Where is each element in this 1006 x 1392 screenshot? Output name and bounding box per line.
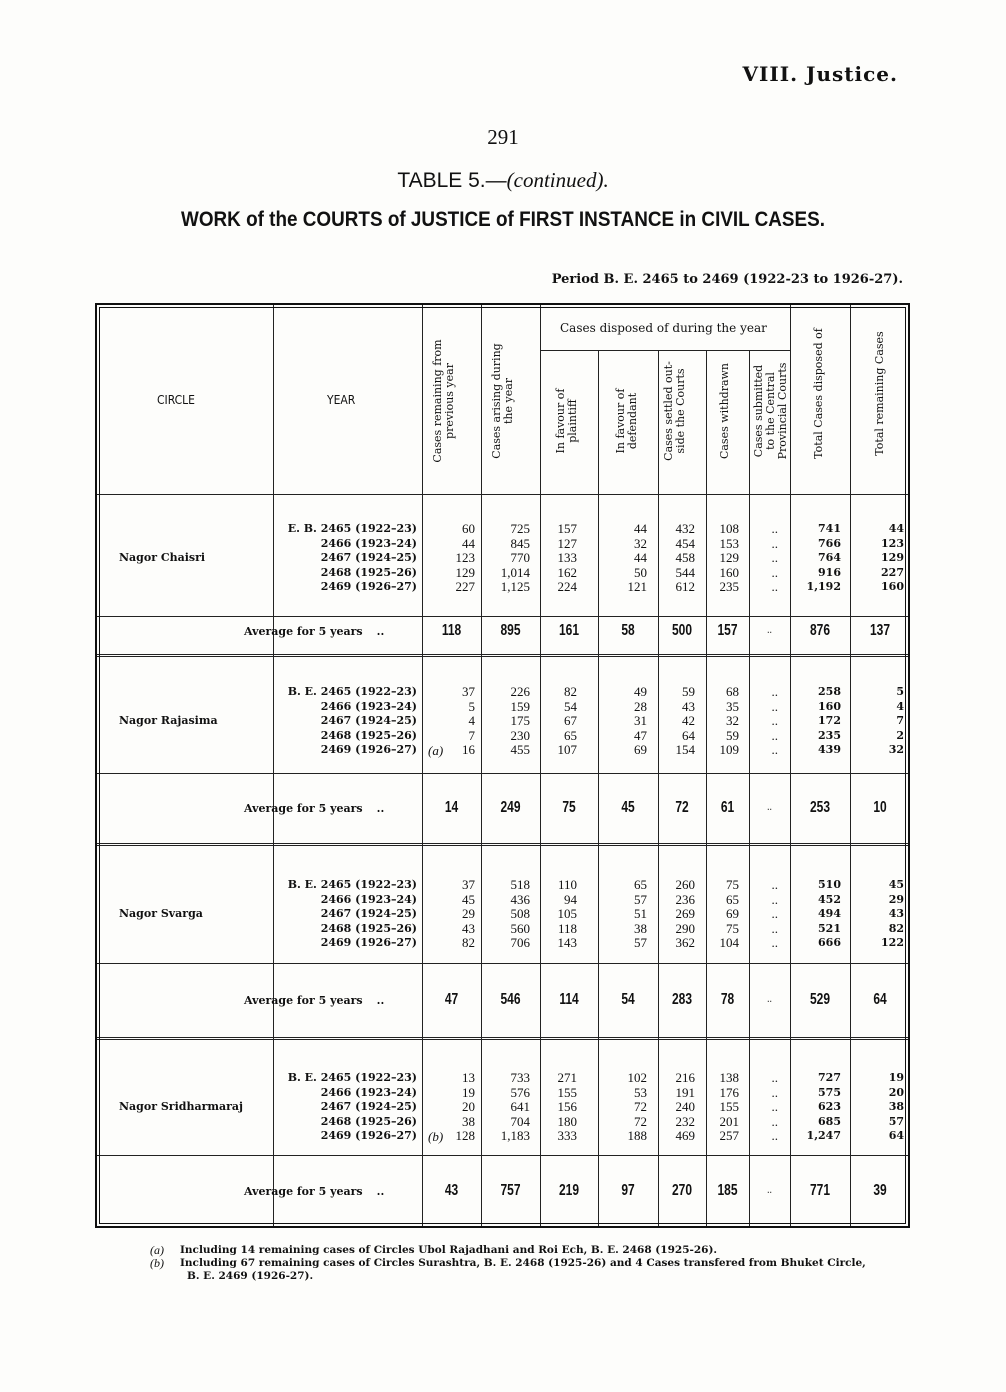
- year-entry: 2469 (1926–27): [320, 580, 417, 593]
- settled-header: Cases settled out- side the Courts: [662, 361, 687, 461]
- average-value: ..: [766, 799, 772, 813]
- defendant-values: 44 32 44 50 121: [627, 521, 647, 594]
- year-list: [277, 1071, 417, 1144]
- plaintiff-values: 157 127 133 162 224: [557, 521, 577, 594]
- average-value: 500: [671, 622, 693, 639]
- arising-values: 733 576 641 704 1,183: [500, 1070, 530, 1143]
- total-disposed-values: 258 160 172 235 439: [818, 685, 841, 756]
- defendant-values: 102 53 72 72 188: [627, 1070, 647, 1143]
- year-entry: 2469 (1926–27): [320, 1129, 417, 1142]
- total-remaining-values: 19 20 38 57 64: [888, 1071, 904, 1142]
- year-list: [277, 522, 417, 595]
- period-caption: Period B. E. 2465 to 2469 (1922-23 to 1926-27).: [551, 272, 903, 287]
- table-number: TABLE 5.—: [397, 169, 507, 192]
- year-entry: 2468 (1925–26): [320, 728, 417, 742]
- average-value: 97: [621, 1182, 635, 1199]
- average-value: ..: [766, 991, 772, 1005]
- arising-values: 226 159 175 230 455: [510, 684, 530, 757]
- year-list: [277, 878, 417, 951]
- average-value: 270: [671, 1182, 693, 1199]
- year-entry: 2468 (1925–26): [320, 1114, 417, 1128]
- total-remaining-header: Total remaining Cases: [873, 331, 886, 456]
- settled-values: 432 454 458 544 612: [675, 521, 695, 594]
- plaintiff-values: 82 54 67 65 107: [557, 684, 577, 757]
- average-value: 72: [675, 799, 689, 816]
- page-number: 291: [487, 125, 519, 149]
- settled-values: 59 43 42 64 154: [675, 684, 695, 757]
- average-value: 10: [873, 799, 887, 816]
- remaining-prev-values: 60 44 123 129 227: [455, 521, 475, 594]
- remaining-prev-values: 37 45 29 43 82: [462, 877, 475, 950]
- average-value: 253: [809, 799, 831, 816]
- average-value: 45: [621, 799, 635, 816]
- year-list: [277, 685, 417, 758]
- remaining-prev-values: 13 19 20 38 128: [455, 1070, 475, 1143]
- table-label: [0, 168, 1006, 193]
- withdrawn-values: 108 153 129 160 235: [719, 521, 739, 594]
- average-value: ..: [766, 1182, 772, 1196]
- settled-values: 216 191 240 232 469: [675, 1070, 695, 1143]
- year-entry: 2466 (1923–24): [320, 536, 417, 550]
- footnote-a-mark: (a): [150, 1243, 164, 1257]
- total-disposed-values: 727 575 623 685 1,247: [806, 1071, 841, 1142]
- average-label: Average for 5 years ..: [244, 625, 385, 638]
- average-label: Average for 5 years ..: [244, 1185, 385, 1198]
- footnote-b-text: Including 67 remaining cases of Circles Surashtra, B. E. 2468 (1925-26) and 4 Cases transfered from Bhuket Circle,: [180, 1257, 866, 1269]
- year-entry: 2469 (1926–27): [320, 743, 417, 756]
- average-value: 876: [809, 622, 831, 639]
- average-value: 58: [621, 622, 635, 639]
- year-entry: 2467 (1924–25): [320, 551, 417, 564]
- cases-table: [95, 303, 910, 1228]
- circle-name: Nagor Svarga: [119, 907, 203, 920]
- average-label-text: Average for 5 years: [244, 802, 363, 815]
- average-label: Average for 5 years ..: [244, 802, 385, 815]
- year-entry: 2467 (1924–25): [320, 1100, 417, 1113]
- average-value: 161: [558, 622, 580, 639]
- table-continued: (continued).: [506, 168, 609, 192]
- footnote-b: [150, 1257, 910, 1270]
- defendant-values: 49 28 31 47 69: [634, 684, 647, 757]
- circle-name: Nagor Sridharmaraj: [119, 1100, 244, 1113]
- average-value: ..: [766, 622, 772, 636]
- average-value: 219: [558, 1182, 580, 1199]
- average-value: 78: [720, 991, 735, 1008]
- year-header: YEAR: [327, 393, 356, 407]
- arising-values: 725 845 770 1,014 1,125: [500, 521, 530, 594]
- average-value: 283: [671, 991, 693, 1008]
- average-value: 61: [720, 799, 735, 816]
- remaining-prev-values: 37 5 4 7 16: [462, 684, 475, 757]
- year-entry: 2466 (1923–24): [320, 1085, 417, 1099]
- year-entry: B. E. 2465 (1922–23): [287, 1071, 417, 1084]
- footnote-a-text: Including 14 remaining cases of Circles Ubol Rajadhani and Roi Ech, B. E. 2468 (1925-26).: [180, 1244, 718, 1256]
- average-value: 137: [869, 622, 891, 639]
- disposed-group-header: Cases disposed of during the year: [560, 321, 767, 335]
- footnotes: [150, 1244, 910, 1283]
- year-entry: B. E. 2465 (1922–23): [287, 685, 417, 698]
- footnote-b-continuation: B. E. 2469 (1926-27).: [187, 1270, 314, 1282]
- total-disposed-values: 741 766 764 916 1,192: [806, 522, 841, 593]
- plaintiff-values: 110 94 105 118 143: [557, 877, 577, 950]
- total-disposed-values: 510 452 494 521 666: [818, 878, 841, 949]
- year-entry: 2469 (1926–27): [320, 936, 417, 949]
- defendant-values: 65 57 51 38 57: [634, 877, 647, 950]
- plaintiff-header: In favour of plaintiff: [554, 388, 579, 454]
- average-value: 771: [809, 1182, 831, 1199]
- withdrawn-values: 138 176 155 201 257: [719, 1070, 739, 1143]
- average-value: 895: [500, 622, 521, 639]
- section-heading: VIII. Justice.: [742, 62, 898, 86]
- average-value: 249: [500, 799, 521, 816]
- footnote-b-mark: (b): [150, 1256, 164, 1270]
- withdrawn-header: Cases withdrawn: [718, 362, 731, 460]
- average-value: 39: [873, 1182, 887, 1199]
- average-value: 529: [809, 991, 831, 1008]
- average-value: 64: [873, 991, 887, 1008]
- year-entry: 2466 (1923–24): [320, 892, 417, 906]
- average-value: 54: [621, 991, 635, 1008]
- average-value: 43: [444, 1182, 459, 1199]
- year-entry: 2468 (1925–26): [320, 921, 417, 935]
- year-entry: B. E. 2465 (1922–23): [287, 878, 417, 891]
- footnote-marker: (a): [428, 743, 444, 758]
- total-remaining-values: 5 4 7 2 32: [888, 685, 904, 756]
- average-value: 157: [717, 622, 738, 639]
- submitted-header: Cases submitted to the Central Provincial Courts: [752, 362, 789, 460]
- average-value: 14: [444, 799, 459, 816]
- settled-values: 260 236 269 290 362: [675, 877, 695, 950]
- withdrawn-values: 68 35 32 59 109: [719, 684, 739, 757]
- average-value: 118: [441, 622, 462, 639]
- submitted-values: .. .. .. .. ..: [771, 521, 778, 594]
- year-entry: 2468 (1925–26): [320, 565, 417, 579]
- average-value: 114: [559, 991, 579, 1008]
- arising-header: Cases arising during the year: [490, 343, 515, 459]
- average-value: 185: [717, 1182, 738, 1199]
- withdrawn-values: 75 65 69 75 104: [719, 877, 739, 950]
- average-value: 47: [444, 991, 459, 1008]
- circle-name: Nagor Rajasima: [119, 714, 218, 727]
- page-title: WORK of the COURTS of JUSTICE of FIRST INSTANCE in CIVIL CASES.: [180, 208, 826, 231]
- year-entry: E. B. 2465 (1922–23): [287, 522, 417, 535]
- year-entry: 2467 (1924–25): [320, 714, 417, 727]
- submitted-values: .. .. .. .. ..: [771, 877, 778, 950]
- plaintiff-values: 271 155 156 180 333: [557, 1070, 577, 1143]
- average-label-text: Average for 5 years: [244, 994, 363, 1007]
- average-label-text: Average for 5 years: [244, 625, 363, 638]
- remaining-prev-header: Cases remaining from previous year: [431, 339, 456, 463]
- submitted-values: .. .. .. .. ..: [771, 1070, 778, 1143]
- defendant-header: In favour of defendant: [614, 388, 639, 454]
- average-value: 546: [500, 991, 521, 1008]
- submitted-values: .. .. .. .. ..: [771, 684, 778, 757]
- average-value: 757: [500, 1182, 521, 1199]
- average-label-text: Average for 5 years: [244, 1185, 363, 1198]
- total-remaining-values: 44 123 129 227 160: [881, 522, 904, 593]
- average-label: Average for 5 years ..: [244, 994, 385, 1007]
- circle-header: CIRCLE: [157, 393, 195, 407]
- total-disposed-header: Total Cases disposed of: [812, 328, 825, 459]
- arising-values: 518 436 508 560 706: [510, 877, 530, 950]
- footnote-marker: (b): [428, 1129, 444, 1144]
- year-entry: 2466 (1923–24): [320, 699, 417, 713]
- average-value: 75: [562, 799, 576, 816]
- circle-name: Nagor Chaisri: [119, 551, 206, 564]
- year-entry: 2467 (1924–25): [320, 907, 417, 920]
- total-remaining-values: 45 29 43 82 122: [881, 878, 904, 949]
- footnote-a: [150, 1244, 910, 1257]
